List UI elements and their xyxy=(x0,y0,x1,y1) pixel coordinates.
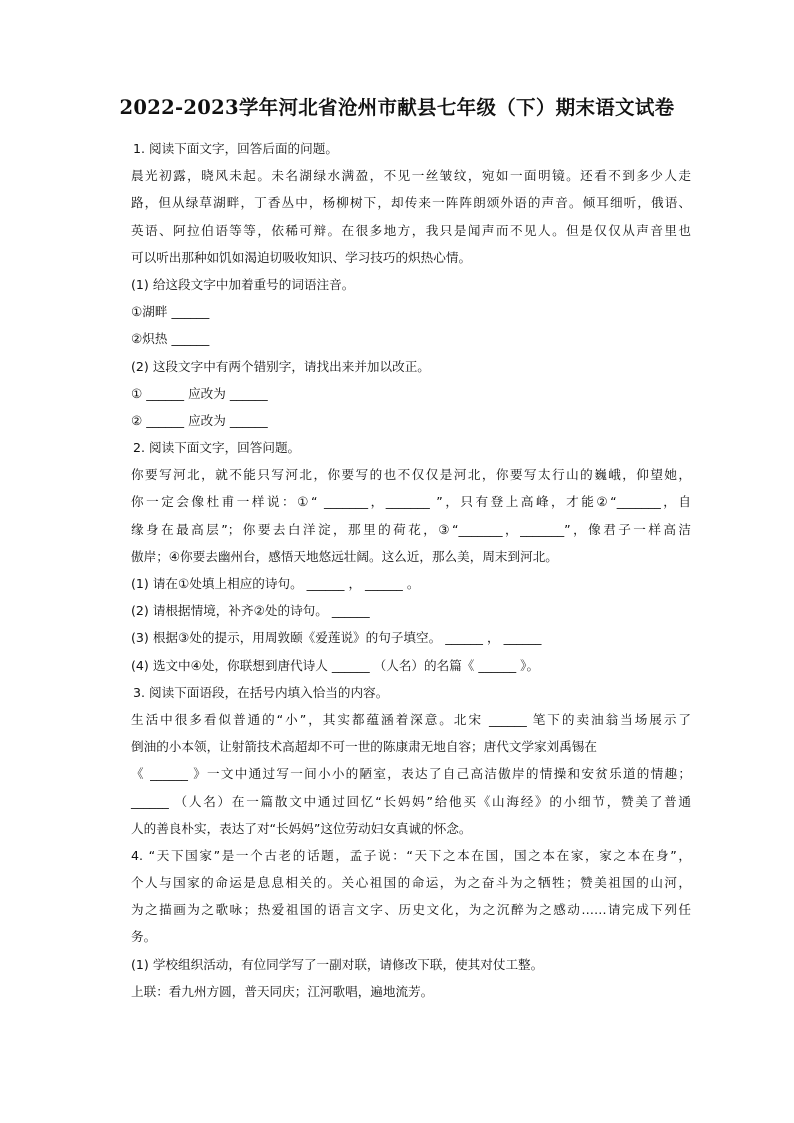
passage-line: 务。 xyxy=(131,929,157,945)
question-1-heading: 1. 阅读下面文字，回答后面的问题。 xyxy=(133,141,338,156)
couplet-line: 上联：看九州方圆，普天同庆；江河歌唱，遍地流芳。 xyxy=(131,983,434,999)
exam-content xyxy=(131,135,691,1005)
sub-question: (1) 给这段文字中加着重号的词语注音。 xyxy=(131,276,355,292)
sub-question: (1) 学校组织活动，有位同学写了一副对联，请修改下联，使其对仗工整。 xyxy=(131,956,544,972)
passage-line: 你要写河北，就不能只写河北，你要写的也不仅仅是河北，你要写太行山的巍峨，仰望她， xyxy=(131,467,691,483)
sub-question: (2) 这段文字中有两个错别字，请找出来并加以改正。 xyxy=(131,358,430,374)
sub-question: (3) 根据③处的提示，用周敦颐《爱莲说》的句子填空。 ______ ， ______ xyxy=(131,630,542,646)
passage-line: 英语、阿拉伯语等等，依稀可辩。在很多地方，我只是闻声而不见人。但是仅仅从声音里也 xyxy=(131,222,691,238)
answer-line: ① ______ 应改为 ______ xyxy=(131,385,268,401)
answer-line: ② ______ 应改为 ______ xyxy=(131,412,268,428)
passage-line: 倒油的小本领，让射箭技术高超却不可一世的陈康肃无地自容；唐代文学家刘禹锡在 xyxy=(131,739,597,755)
passage-line: 路，但从绿草湖畔，丁香丛中，杨柳树下，却传来一阵阵朗颂外语的声音。倾耳细听，俄语、 xyxy=(131,195,691,211)
sub-question: (2) 请根据情境，补齐②处的诗句。 ______ xyxy=(131,603,370,619)
question-3-heading: 3. 阅读下面语段，在括号内填入恰当的内容。 xyxy=(133,684,389,700)
answer-line: ①湖畔 ______ xyxy=(131,304,210,320)
sub-question: (4) 选文中④处，你联想到唐代诗人 ______ （人名）的名篇《 ______ 》。 xyxy=(131,657,540,673)
passage-line: 《 ______ 》一文中通过写一间小小的陋室，表达了自己高洁傲岸的情操和安贫乐道的情趣； xyxy=(131,766,691,782)
exam-title: 2022-2023学年河北省沧州市献县七年级（下）期末语文试卷 xyxy=(119,96,675,119)
passage-line: 缘身在最高层”；你要去白洋淀，那里的荷花，③“_______，_______”，像君子一样高洁 xyxy=(131,521,691,537)
passage-line: 晨光初露，晓风未起。未名湖绿水满盈，不见一丝皱纹，宛如一面明镜。还看不到多少人走 xyxy=(131,168,691,184)
passage-line: 可以听出那种如饥如渴迫切吸收知识、学习技巧的炽热心情。 xyxy=(131,249,472,265)
answer-line: ②炽热 ______ xyxy=(131,331,210,347)
passage-line: 为之描画为之歌咏；热爱祖国的语言文字、历史文化，为之沉醉为之感动……请完成下列任 xyxy=(131,902,691,918)
passage-line: ______ （人名）在一篇散文中通过回忆“长妈妈”给他买《山海经》的小细节，赞美了普通 xyxy=(131,793,691,809)
question-4-heading: 4. “天下国家”是一个古老的话题，孟子说：“天下之本在国，国之本在家，家之本在身”， xyxy=(131,847,691,863)
passage-line: 人的善良朴实，表达了对“长妈妈”这位劳动妇女真诚的怀念。 xyxy=(131,820,472,836)
passage-line: 你一定会像杜甫一样说：①“ _______，_______ ”，只有登上高峰，才能②“_______，自 xyxy=(131,494,691,510)
question-2-heading: 2. 阅读下面文字，回答问题。 xyxy=(133,440,301,456)
passage-line: 个人与国家的命运是息息相关的。关心祖国的命运，为之奋斗为之牺牲；赞美祖国的山河， xyxy=(131,875,691,891)
sub-question: (1) 请在①处填上相应的诗句。 ______ ， ______ 。 xyxy=(131,576,420,591)
passage-line: 傲岸；④你要去幽州台，感悟天地悠远壮阔。这么近，那么美，周末到河北。 xyxy=(131,548,558,564)
passage-line: 生活中很多看似普通的“小”，其实都蕴涵着深意。北宋 ______ 笔下的卖油翁当场展示了 xyxy=(131,711,691,727)
